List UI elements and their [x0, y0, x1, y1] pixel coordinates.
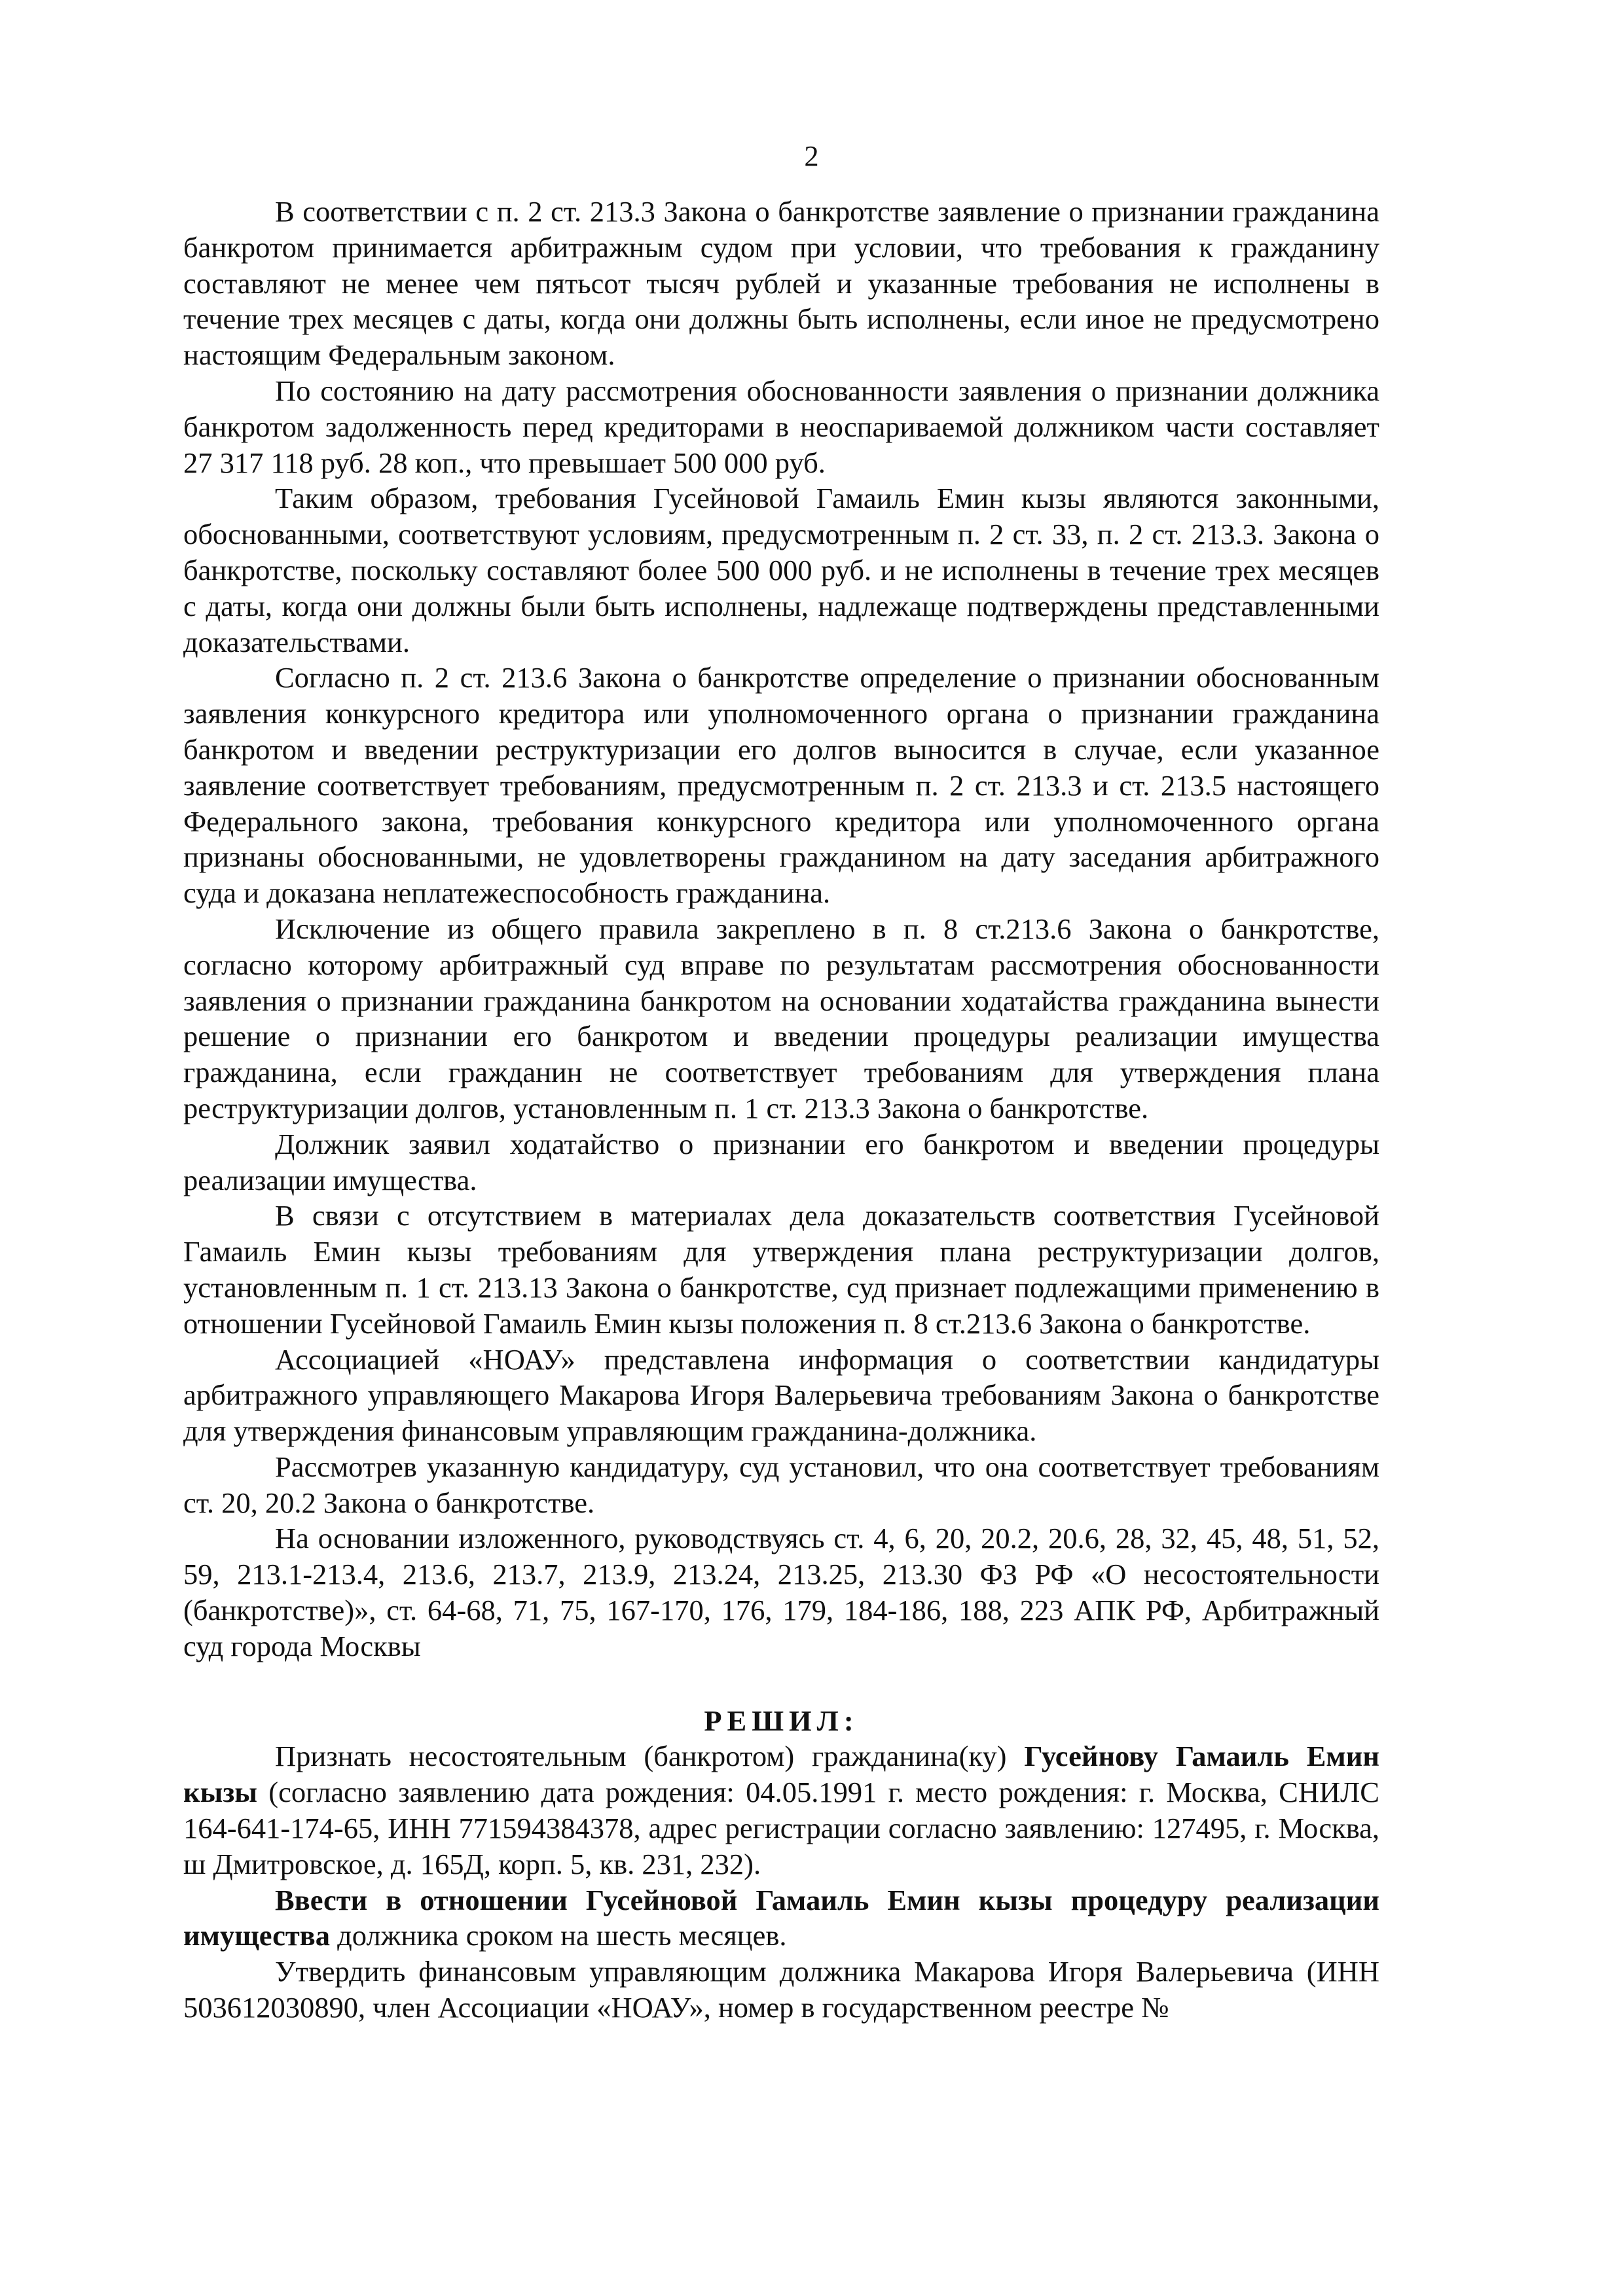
decision-paragraph-declare-bankrupt — [183, 1738, 1379, 1882]
paragraph-bankruptcy-criteria: В соответствии с п. 2 ст. 213.3 Закона о банкротстве заявление о признании гражданина банкротом принимается арбитражным судом при условии, что требования к гражданину составляют не менее чем пятьсот тысяч рублей и указанные требования не исполнены в течение трех месяцев с даты, когда они должны быть исполнены, если иное не предусмотрено настоящим Федеральным законом. — [183, 195, 1379, 372]
paragraph-debt-amount: По состоянию на дату рассмотрения обоснованности заявления о признании должника банкротом задолженность перед кредиторами в неоспариваемой должником части составляет 27 317 118 руб. 28 коп., что превышает 500 000 руб. — [183, 374, 1379, 479]
paragraph-exception-rule: Исключение из общего правила закреплено в п. 8 ст.213.6 Закона о банкротстве, согласно которому арбитражный суд вправе по результатам рассмотрения обоснованности заявления о признании гражданина банкротом на основании ходатайства гражданина вынести решение о признании его банкротом и введении процедуры реализации имущества гражданина, если гражданин не соответствует требованиям для утверждения плана реструктуризации долгов, установленным п. 1 ст. 213.3 Закона о банкротстве. — [183, 912, 1379, 1124]
paragraph-article-213-6: Согласно п. 2 ст. 213.6 Закона о банкротстве определение о признании обоснованным заявления конкурсного кредитора или уполномоченного органа о признании гражданина банкротом и введении реструктуризации его долгов выносится в случае, если указанное заявление соответствует требованиям, предусмотренным п. 2 ст. 213.3 и ст. 213.5 настоящего Федерального закона, требования конкурсного кредитора или уполномоченного органа признаны обоснованными, не удовлетворены гражданином на дату заседания арбитражного суда и доказана неплатежеспособность гражданина. — [183, 661, 1379, 910]
paragraph-debtor-motion: Должник заявил ходатайство о признании его банкротом и введении процедуры реализации имущества. — [183, 1127, 1379, 1196]
decision-paragraph-financial-manager: Утвердить финансовым управляющим должника Макарова Игоря Валерьевича (ИНН 503612030890, член Ассоциации «НОАУ», номер в государственном реестре № — [183, 1955, 1379, 2024]
paragraph-claims-valid: Таким образом, требования Гусейновой Гамаиль Емин кызы являются законными, обоснованными, соответствуют условиям, предусмотренным п. 2 ст. 33, п. 2 ст. 213.3. Закона о банкротстве, поскольку составляют более 500 000 руб. и не исполнены в течение трех месяцев с даты, когда они должны были быть исполнены, надлежаще подтверждены представленными доказательствами. — [183, 482, 1379, 658]
paragraph-court-finding: В связи с отсутствием в материалах дела доказательств соответствия Гусейновой Гамаиль Емин кызы требованиям для утверждения плана реструктуризации долгов, установленным п. 1 ст. 213.13 Закона о банкротстве, суд признает подлежащими применению в отношении Гусейновой Гамаиль Емин кызы положения п. 8 ст.213.6 Закона о банкротстве. — [183, 1199, 1379, 1340]
document-body — [183, 194, 1379, 2026]
decision-text: должника сроком на шесть месяцев. — [329, 1919, 787, 1952]
page-number: 2 — [804, 139, 819, 172]
debtor-name: Гусейнову Гамаиль Емин кызы — [183, 1740, 1379, 1809]
decision-text: Признать несостоятельным (банкротом) гражданина(ку) — [275, 1740, 1025, 1773]
paragraph-candidate-review: Рассмотрев указанную кандидатуру, суд установил, что она соответствует требованиям ст. 20, 20.2 Закона о банкротстве. — [183, 1450, 1379, 1519]
decision-heading: РЕШИЛ: — [704, 1704, 859, 1737]
paragraph-legal-basis: На основании изложенного, руководствуясь ст. 4, 6, 20, 20.2, 20.6, 28, 32, 45, 48, 51, 52, 59, 213.1-213.4, 213.6, 213.7, 213.9, 213.24, 213.25, 213.30 ФЗ РФ «О несостоятельности (банкротстве)», ст. 64-68, 71, 75, 167-170, 176, 179, 184-186, 188, 223 АПК РФ, Арбитражный суд города Москвы — [183, 1522, 1379, 1662]
decision-paragraph-sale-procedure — [183, 1882, 1379, 1954]
decision-text: (согласно заявлению дата рождения: 04.05.1991 г. место рождения: г. Москва, СНИЛС 164-641-174-65, ИНН 771594384378, адрес регистрации согласно заявлению: 127495, г. Москва, ш Дмитровское, д. 165Д, корп. 5, кв. 231, 232). — [183, 1776, 1379, 1880]
decision-bold-text: Ввести в отношении Гусейновой Гамаиль Емин кызы процедуру реализации имущества — [183, 1883, 1379, 1952]
paragraph-association-info: Ассоциацией «НОАУ» представлена информация о соответствии кандидатуры арбитражного управляющего Макарова Игоря Валерьевича требованиям Закона о банкротстве для утверждения финансовым управляющим гражданина-должника. — [183, 1342, 1379, 1448]
